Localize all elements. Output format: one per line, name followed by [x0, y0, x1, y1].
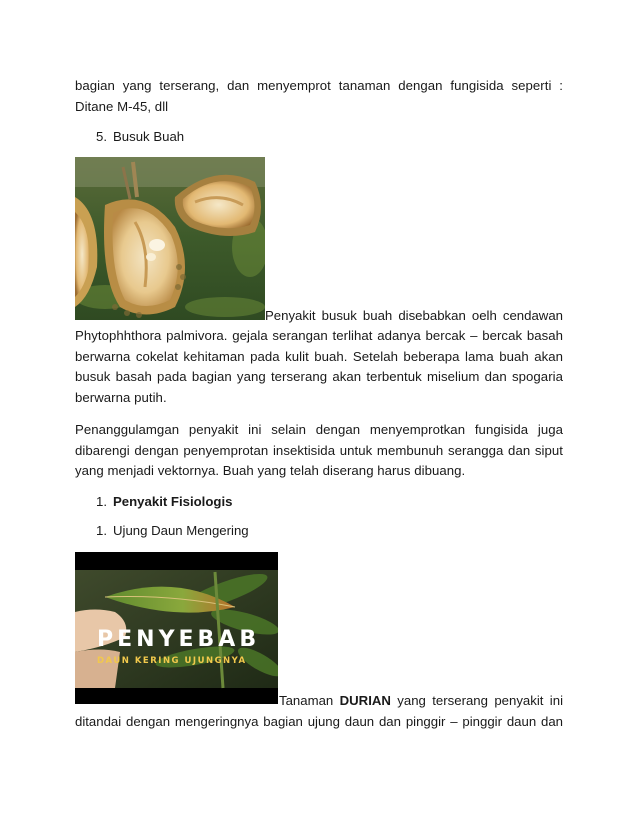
paragraph-line: Ditane M-45, dll — [75, 98, 169, 114]
durian-text-first-line — [279, 691, 563, 711]
penanggulangan-paragraph: Penanggulamgan penyakit ini selain dengan menyemprotkan fungisida juga dibarengi dengan penyemprotan insektisida untuk membunuh serangga dan siput yang menjadi vektornya. Buah yang telah diserang harus dibuang. — [75, 422, 563, 478]
busuk-buah-paragraph: Phytophhthora palmivora. gejala serangan terlihat adanya bercak – bercak basah berwarna cokelat kehitaman pada kulit buah. Setelah beberapa lama buah akan busuk basah pada bagian yang terserang akan terbentuk miselium dan spogaria berwarna putih. — [75, 328, 563, 405]
durian-keyword: DURIAN — [339, 693, 391, 708]
paragraph-fungisida — [75, 76, 563, 117]
busuk-buah-image — [75, 157, 265, 320]
list-label: Busuk Buah — [113, 129, 185, 144]
durian-text-post: yang terserang penyakit ini — [390, 693, 563, 708]
durian-text-pre: Tanaman — [279, 693, 340, 708]
busuk-buah-text-first-line: Penyakit busuk buah disebabkan oelh cendawan — [265, 308, 563, 323]
thumbnail-subtitle: DAUN KERING UJUNGNYA — [97, 656, 247, 666]
list-item-penyakit-fisiologis — [96, 492, 232, 512]
rotten-durian-illustration — [75, 157, 265, 320]
list-number: 1. — [96, 494, 107, 509]
list-item-ujung-daun — [96, 521, 249, 541]
list-label: Penyakit Fisiologis — [113, 494, 233, 509]
list-number: 1. — [96, 523, 107, 538]
list-number: 5. — [96, 129, 107, 144]
list-item-busuk-buah — [96, 127, 184, 147]
paragraph-line: bagian yang terserang, dan menyemprot tanaman dengan fungisida seperti : — [75, 78, 563, 93]
durian-text-second-line: ditandai dengan mengeringnya bagian ujung daun dan pinggir – pinggir daun dan — [75, 714, 563, 729]
list-label: Ujung Daun Mengering — [113, 523, 249, 538]
thumbnail-title: PENYEBAB — [97, 627, 261, 652]
ujung-daun-image — [75, 552, 278, 704]
